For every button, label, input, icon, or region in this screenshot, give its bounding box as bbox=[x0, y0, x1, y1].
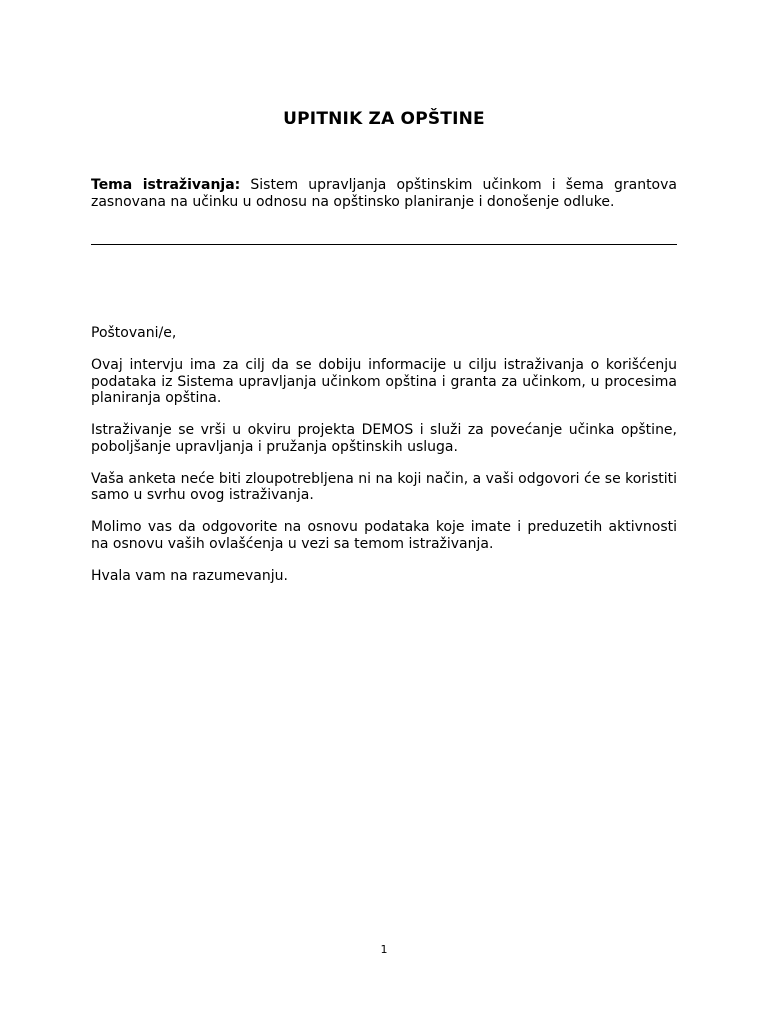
letter-body bbox=[91, 325, 677, 600]
paragraph-request: Molimo vas da odgovorite na osnovu podataka koje imate i preduzetih aktivnosti na osnovu vaših ovlašćenja u vezi sa temom istraživanja. bbox=[91, 519, 677, 552]
research-topic-text: Sistem upravljanja opštinskim učinkom i šema grantova zasnovana na učinku u odnosu na opštinsko planiranje i donošenje odluke. bbox=[91, 177, 677, 210]
paragraph-confidentiality: Vaša anketa neće biti zloupotrebljena ni na koji način, a vaši odgovori će se koristiti samo u svrhu ovog istraživanja. bbox=[91, 470, 677, 503]
page-number: 1 bbox=[380, 943, 388, 956]
research-topic-label: Tema istraživanja: bbox=[91, 177, 241, 193]
closing-thanks: Hvala vam na razumevanju. bbox=[91, 567, 288, 584]
paragraph-purpose: Ovaj intervju ima za cilj da se dobiju informacije u cilju istraživanja o korišćenju podataka iz Sistema upravljanja učinkom opština i granta za učinkom, u procesima planiranja opština. bbox=[91, 357, 677, 406]
research-topic bbox=[91, 177, 677, 210]
horizontal-divider bbox=[91, 244, 677, 245]
page-title: UPITNIK ZA OPŠTINE bbox=[283, 109, 485, 129]
paragraph-project: Istraživanje se vrši u okviru projekta DEMOS i služi za povećanje učinka opštine, poboljšanje upravljanja i pružanja opštinskih usluga. bbox=[91, 422, 677, 455]
salutation: Poštovani/e, bbox=[91, 325, 177, 341]
